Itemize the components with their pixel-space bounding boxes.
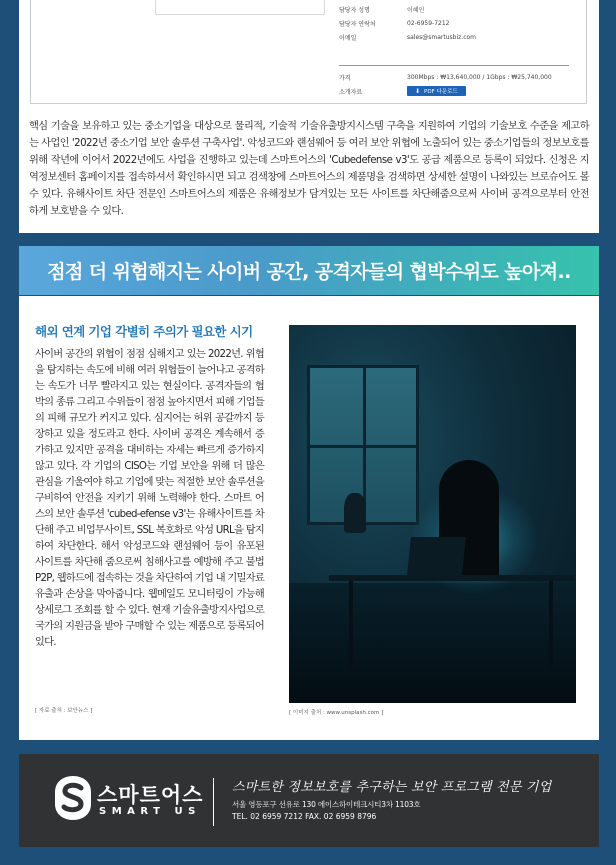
footer xyxy=(19,754,599,847)
photo-lamp xyxy=(344,493,366,533)
image-source-caption: [ 이미지 출처 : www.unsplash.com ] xyxy=(289,710,384,716)
logo-wordmark: 스마트어스 xyxy=(97,783,204,807)
spec-key: 담당자 성명 xyxy=(339,6,370,14)
spec-key: 담당자 연락처 xyxy=(339,20,376,28)
product-specs xyxy=(339,2,569,98)
spec-divider xyxy=(339,65,569,66)
logo-subtext: SMART US xyxy=(99,806,201,817)
download-icon: ⬇ xyxy=(415,87,421,95)
top-card xyxy=(19,0,599,233)
article-body: 사이버 공간의 위협이 점점 심해지고 있는 2022년. 위협을 탐지하는 속도에 비해 여러 위협들이 늘어나고 공격하는 속도가 너무 빨라지고 있는 현실이다. 공격자들의 협박의 종류 그리고 수위들이 점점 높아지면서 피해 기업들의 피해 규모가 커지고 있다. 심지어는 허위 공갈까지 등장하고 있을 정도라고 한다. 사이버 공격은 계속해서 증가하고 있지만 공격을 대비하는 자세는 빠르게 증가하지 않고 있다. 각 기업의 CISO는 기업 보안을 위해 더 많은 관심을 기울여야 하고 기업에 맞는 적절한 보안 솔루션을 구비하여 안전을 지키기 위해 노력해야 한다. 스마트 어스의 보안 솔루션 'cubed-efense v3'는 유해사이트를 차단해 주고 비업무사이트, SSL 복호화로 악성 URL을 탐지하여 차단한다. 해서 악성코드와 랜섬웨어 등이 유포된 사이트를 차단해 줌으로써 침해사고를 예방해 주고 불법 P2P, 웹하드에 접속하는 것을 차단하여 기업 내 기밀자료 유출과 손상을 막아줍니다. 웹메일도 모니터링이 가능해 상세로그 조회를 할 수 있다. 현재 기술유출방지사업으로 국가의 지원금을 받아 구매할 수 있는 제품으로 등록되어있다. xyxy=(35,349,264,648)
headline-band xyxy=(19,246,599,295)
brochure-label: 소개자료 xyxy=(339,88,363,96)
price-label: 가격 xyxy=(339,74,351,82)
spec-key: 이메일 xyxy=(339,34,357,42)
intro-paragraph: 핵심 기술을 보유하고 있는 중소기업을 대상으로 물리적, 기술적 기술유출방지시스템 구축을 지원하여 기업의 기술보호 수준을 제고하는 사업인 '2022년 중소기업 보안 솔루션 구축사업'. 악성코드와 랜섬웨어 등 여러 보안 위협에 노출되어 있는 중소기업들의 정보보호를 위해 작년에 이어서 2022년에도 사업을 진행하고 있는데 스마트어스의 'Cubedefense v3'도 공급 제품으로 등록이 되었다. 신청은 지역정보센터 홈페이지를 접속하셔서 확인하시면 되고 검색창에 스마트어스의 제품명을 검색하면 상세한 설명이 나와있는 브로슈어도 볼 수 있다. 유해사이트 차단 전문인 스마트어스의 제품은 유해정보가 담겨있는 모든 사이트를 차단해줌으로써 사이버 공격으로부터 안전하게 보호받을 수 있다. xyxy=(29,121,589,217)
smartus-logo-icon xyxy=(53,774,93,822)
section-subhead: 해외 연계 기업 각별히 주의가 필요한 시기 xyxy=(35,324,253,339)
pdf-download-button[interactable] xyxy=(407,86,466,96)
spec-value: 02-6959-7212 xyxy=(407,19,450,27)
spec-row-price xyxy=(339,70,569,84)
main-article-card xyxy=(19,296,599,740)
spec-row xyxy=(339,30,569,44)
product-info-panel xyxy=(30,0,587,104)
pdf-button-label: PDF 다운로드 xyxy=(424,89,458,95)
footer-slogan: 스마트한 정보보호를 추구하는 보안 프로그램 전문 기업 xyxy=(232,780,552,795)
photo-desk xyxy=(329,575,574,581)
headline: 점점 더 위험해지는 사이버 공간, 공격자들의 협박수위도 높아져.. xyxy=(47,261,571,283)
source-caption: [ 자료 출처 : 보안뉴스 ] xyxy=(35,708,93,714)
photo-laptop xyxy=(407,537,466,575)
spec-row-brochure xyxy=(339,84,569,98)
hacker-photo xyxy=(289,325,576,703)
spec-value: 이혜인 xyxy=(407,6,425,14)
spec-row xyxy=(339,2,569,16)
price-value: 300Mbps : ₩13,640,000 / 1Gbps : ₩25,740,000 xyxy=(407,73,552,81)
spec-row xyxy=(339,16,569,30)
footer-divider xyxy=(213,778,214,826)
footer-contact: TEL. 02 6959 7212 FAX. 02 6959 8796 xyxy=(232,812,377,821)
product-image-frame xyxy=(155,0,325,15)
footer-address: 서울 영등포구 선유로 130 에이스하이테크시티3차 1103호 xyxy=(232,800,421,809)
spec-value[interactable]: sales@smartusbiz.com xyxy=(407,33,477,41)
